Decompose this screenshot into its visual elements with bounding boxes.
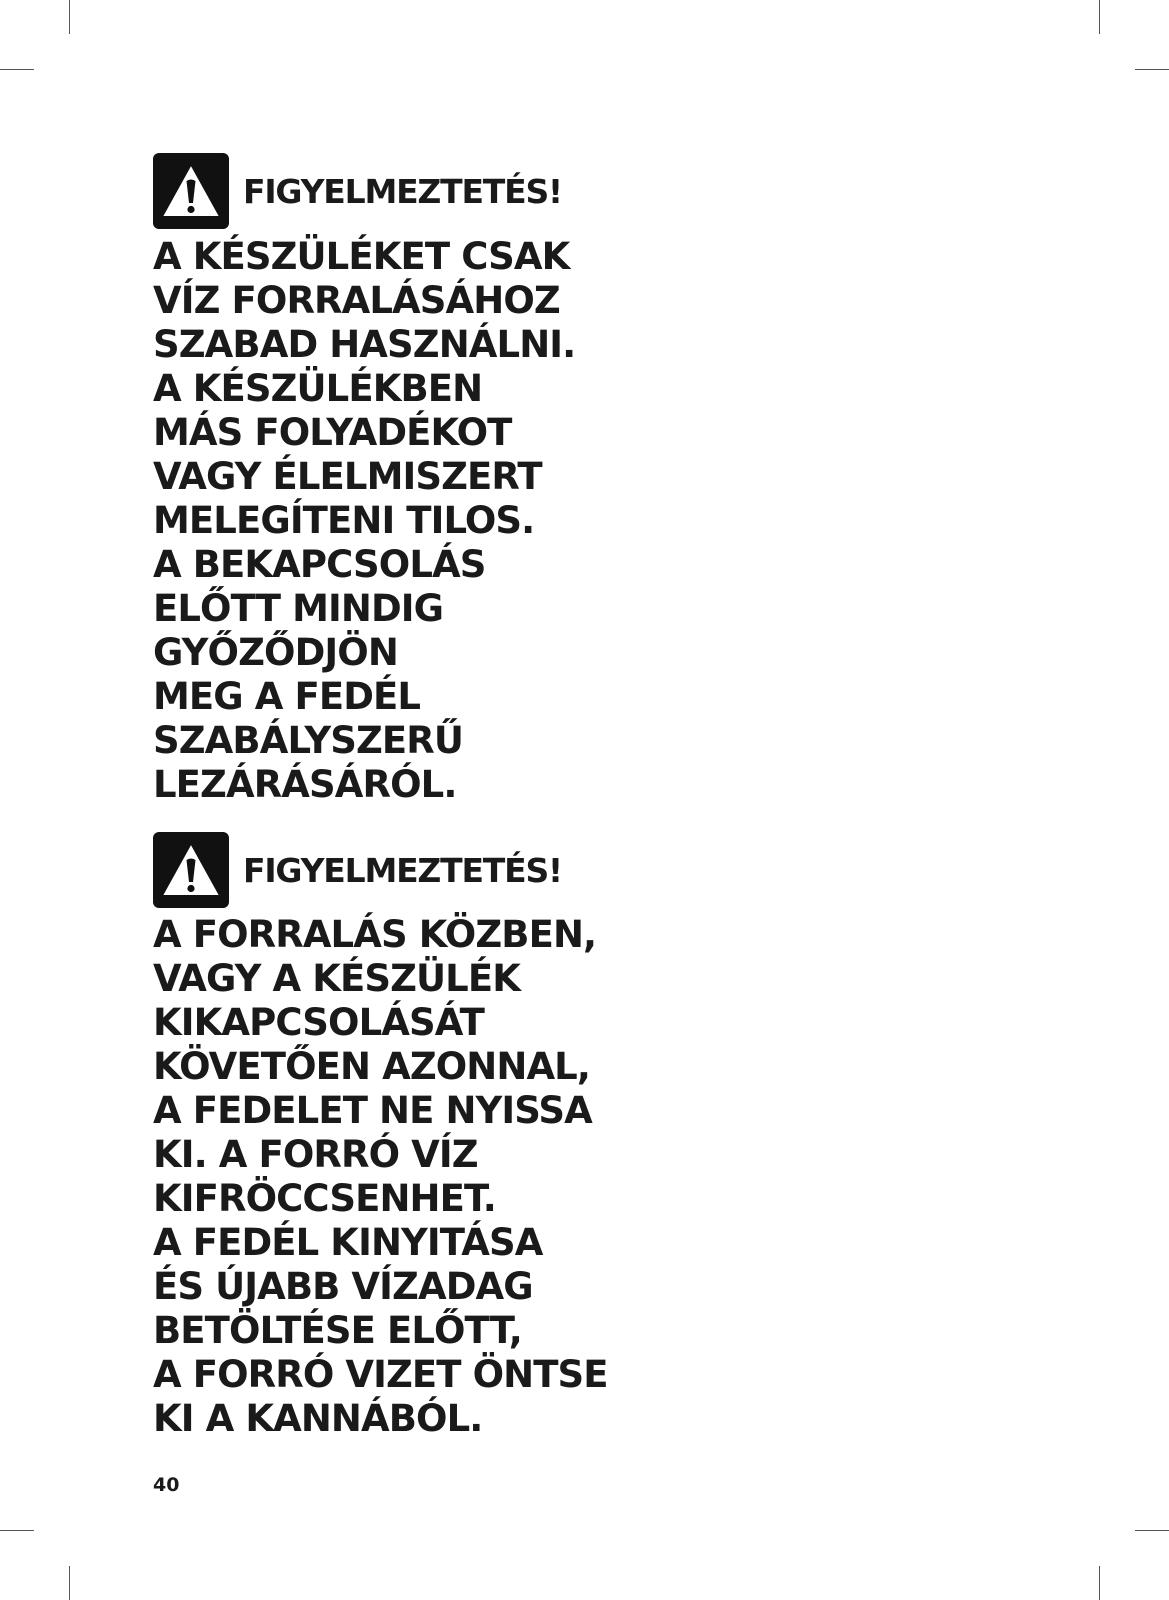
warning-line: SZABÁLYSZERŰ xyxy=(153,719,464,762)
warning-line: VAGY A KÉSZÜLÉK xyxy=(153,957,520,1000)
warning-line: A KÉSZÜLÉKET CSAK xyxy=(153,235,570,278)
warning-line: VAGY ÉLELMISZERT xyxy=(153,455,542,498)
warning-title: FIGYELMEZTETÉS! xyxy=(243,850,562,890)
crop-mark xyxy=(1099,0,1100,34)
warning-title: FIGYELMEZTETÉS! xyxy=(243,171,562,211)
warning-line: A FORRÓ VIZET ÖNTSE xyxy=(153,1353,608,1396)
warning-line: KIKAPCSOLÁSÁT xyxy=(153,1001,484,1044)
warning-line: LEZÁRÁSÁRÓL. xyxy=(153,763,457,806)
crop-mark xyxy=(69,0,70,34)
crop-mark xyxy=(1135,1530,1169,1531)
warning-line: GYŐZŐDJÖN xyxy=(153,631,398,674)
warning-line: KI A KANNÁBÓL. xyxy=(153,1397,483,1440)
warning-line: KIFRÖCCSENHET. xyxy=(153,1177,496,1220)
crop-mark xyxy=(1099,1566,1100,1600)
warning-triangle-icon xyxy=(153,832,229,908)
warning-line: VÍZ FORRALÁSÁHOZ xyxy=(153,279,560,322)
warning-line: A BEKAPCSOLÁS xyxy=(153,543,486,586)
warning-header-1 xyxy=(153,152,562,230)
warning-text-1 xyxy=(153,235,593,807)
warning-line: A KÉSZÜLÉKBEN xyxy=(153,367,483,410)
warning-line: KÖVETŐEN AZONNAL, xyxy=(153,1045,591,1088)
warning-triangle-icon xyxy=(153,153,229,229)
warning-header-2 xyxy=(153,831,562,909)
warning-line: ELŐTT MINDIG xyxy=(153,587,444,630)
warning-line: A FEDÉL KINYITÁSA xyxy=(153,1221,543,1264)
crop-mark xyxy=(0,69,34,70)
warning-text-2 xyxy=(153,913,608,1441)
crop-mark xyxy=(1135,69,1169,70)
warning-line: KI. A FORRÓ VÍZ xyxy=(153,1133,478,1176)
warning-line: BETÖLTÉSE ELŐTT, xyxy=(153,1309,522,1352)
crop-mark xyxy=(0,1530,34,1531)
warning-line: SZABAD HASZNÁLNI. xyxy=(153,323,576,366)
page-number: 40 xyxy=(153,1474,180,1496)
warning-line: MEG A FEDÉL xyxy=(153,675,421,718)
warning-line: MELEGÍTENI TILOS. xyxy=(153,499,535,542)
crop-mark xyxy=(69,1566,70,1600)
warning-line: A FEDELET NE NYISSA xyxy=(153,1089,592,1132)
warning-line: MÁS FOLYADÉKOT xyxy=(153,411,512,454)
warning-line: A FORRALÁS KÖZBEN, xyxy=(153,913,597,956)
warning-line: ÉS ÚJABB VÍZADAG xyxy=(153,1265,533,1308)
